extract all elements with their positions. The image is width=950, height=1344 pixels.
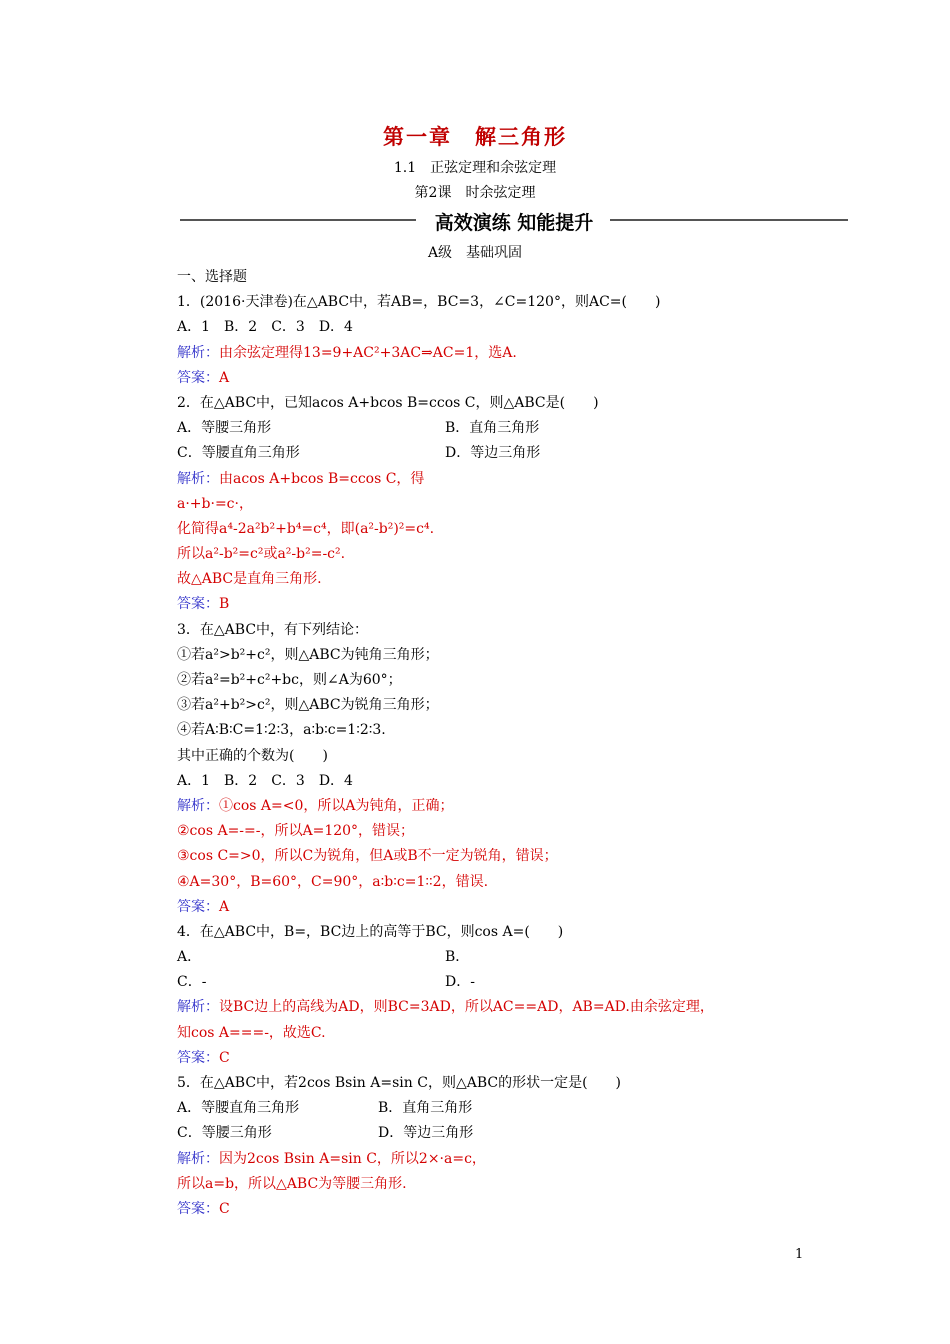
line-label: 答案：	[177, 1200, 219, 1217]
line-text: C．-	[177, 974, 207, 991]
lesson-title: 第2课 时余弦定理	[414, 185, 536, 201]
text-line	[177, 945, 797, 970]
line-body: 因为2cos Bsin A=sin C，所以2×·a=c，	[219, 1150, 486, 1167]
text-line	[177, 441, 797, 466]
text-line	[177, 467, 797, 492]
line-label: 答案：	[177, 1049, 219, 1066]
line-text: 3．在△ABC中，有下列结论：	[177, 621, 369, 638]
text-line	[177, 492, 797, 517]
text-line	[177, 844, 797, 869]
text-line	[177, 870, 797, 895]
line-label: 解析：	[177, 999, 219, 1016]
level-heading: A级 基础巩固	[427, 245, 523, 261]
text-line	[177, 265, 797, 290]
line-body: ③cos C=>0，所以C为锐角，但A或B不一定为锐角，错误；	[177, 848, 558, 865]
line-label: 解析：	[177, 797, 219, 814]
line-body: 所以a²-b²=c²或a²-b²=-c².	[177, 546, 346, 563]
text-line	[177, 1046, 797, 1071]
option-col2: B．直角三角形	[378, 1100, 473, 1117]
line-text: 2．在△ABC中，已知acos A+bcos B=ccos C，则△ABC是( )	[177, 394, 599, 411]
line-body: 由余弦定理得13=9+AC²+3AC⇒AC=1，选A.	[219, 344, 517, 361]
text-line	[177, 341, 797, 366]
line-text: ③若a²+b²>c²，则△ABC为锐角三角形；	[177, 697, 439, 714]
text-line	[177, 1197, 797, 1222]
text-line	[177, 592, 797, 617]
line-body: a·+b·=c·，	[177, 495, 253, 512]
text-line	[177, 895, 797, 920]
line-text: A．等腰三角形	[177, 420, 272, 437]
chapter-title: 第一章 解三角形	[383, 124, 567, 149]
line-text: C．等腰三角形	[177, 1125, 272, 1142]
option-col2: D．-	[445, 974, 475, 991]
line-text: ②若a²=b²+c²+bc，则∠A为60°；	[177, 672, 402, 688]
text-line	[177, 819, 797, 844]
text-line	[177, 416, 797, 441]
text-line	[177, 567, 797, 592]
line-body: 化简得a⁴-2a²b²+b⁴=c⁴，即(a²-b²)²=c⁴.	[177, 520, 435, 537]
page-number: 1	[795, 1247, 804, 1262]
line-body: B	[219, 596, 230, 613]
line-body: 设BC边上的高线为AD，则BC=3AD，所以AC==AD，AB=AD.由余弦定理，	[219, 999, 714, 1016]
line-text: 1．(2016·天津卷)在△ABC中，若AB=，BC=3，∠C=120°，则AC=( )	[177, 294, 661, 311]
line-text: A．等腰直角三角形	[177, 1100, 300, 1117]
line-label: 解析：	[177, 1150, 219, 1167]
option-col2: D．等边三角形	[378, 1125, 474, 1142]
text-line	[177, 920, 797, 945]
line-body: 知cos A===-，故选C.	[177, 1024, 326, 1041]
text-line	[177, 542, 797, 567]
text-line	[177, 1096, 797, 1121]
text-line	[177, 668, 797, 693]
text-line	[177, 769, 797, 794]
text-line	[177, 391, 797, 416]
line-body: A	[219, 898, 230, 915]
line-body: C	[219, 1049, 230, 1066]
text-line	[177, 970, 797, 995]
line-body: 故△ABC是直角三角形.	[177, 571, 322, 588]
text-line	[177, 794, 797, 819]
text-line	[177, 643, 797, 668]
line-text: 4．在△ABC中，B=，BC边上的高等于BC，则cos A=( )	[177, 923, 564, 940]
line-body: C	[219, 1200, 230, 1217]
text-line	[177, 744, 797, 769]
line-text: 一、选择题	[177, 269, 247, 285]
line-body: ②cos A=-=-，所以A=120°，错误；	[177, 823, 415, 840]
line-text: ④若A∶B∶C=1∶2∶3，a∶b∶c=1∶2∶3.	[177, 722, 386, 739]
line-body: ①cos A=<0，所以A为钝角，正确；	[219, 797, 454, 814]
line-body: 由acos A+bcos B=ccos C，得	[219, 470, 425, 487]
line-body: 所以a=b，所以△ABC为等腰三角形.	[177, 1175, 407, 1192]
line-label: 答案：	[177, 898, 219, 915]
banner-text: 高效演练 知能提升	[434, 212, 594, 234]
line-label: 答案：	[177, 369, 219, 386]
line-body: A	[219, 369, 230, 386]
text-line	[177, 1071, 797, 1096]
option-col2: D．等边三角形	[445, 445, 541, 462]
text-line	[177, 618, 797, 643]
text-line	[177, 1147, 797, 1172]
line-text: ①若a²>b²+c²，则△ABC为钝角三角形；	[177, 646, 439, 663]
text-line	[177, 517, 797, 542]
text-line	[177, 693, 797, 718]
text-line	[177, 315, 797, 340]
line-text: 5．在△ABC中，若2cos Bsin A=sin C，则△ABC的形状一定是( )	[177, 1075, 622, 1091]
text-line	[177, 995, 797, 1020]
text-line	[177, 1021, 797, 1046]
line-text: A．1 B．2 C．3 D．4	[177, 319, 353, 336]
text-line	[177, 366, 797, 391]
banner	[180, 205, 848, 235]
line-text: C．等腰直角三角形	[177, 445, 300, 462]
line-label: 解析：	[177, 344, 219, 361]
line-label: 解析：	[177, 470, 219, 487]
line-body: ④A=30°，B=60°，C=90°，a∶b∶c=1∶∶2，错误.	[177, 873, 489, 890]
option-col2: B．	[445, 949, 470, 966]
option-col2: B．直角三角形	[445, 420, 540, 437]
text-line	[177, 290, 797, 315]
line-text: 其中正确的个数为( )	[177, 747, 328, 764]
section-title: 1.1 正弦定理和余弦定理	[393, 160, 557, 176]
text-line	[177, 1172, 797, 1197]
line-text: A．1 B．2 C．3 D．4	[177, 772, 353, 789]
line-label: 答案：	[177, 596, 219, 613]
line-text: A．	[177, 949, 202, 966]
text-line	[177, 718, 797, 743]
exercise-body	[177, 265, 797, 1222]
text-line	[177, 1121, 797, 1146]
